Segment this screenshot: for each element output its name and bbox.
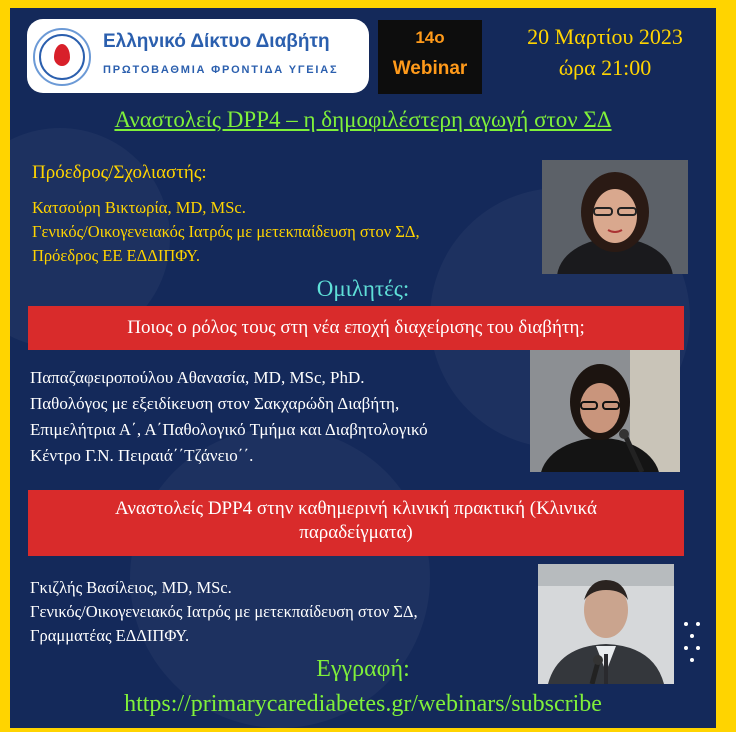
registration-heading: Εγγραφή: <box>316 656 410 682</box>
talk1-speaker-role: Παθολόγος με εξειδίκευση στον Σακχαρώδη Διαβήτη, <box>30 394 400 413</box>
chair-name: Κατσούρη Βικτωρία, MD, MSc. <box>32 198 246 217</box>
logo-subtitle: ΠΡΩΤΟΒΑΘΜΙΑ ΦΡΟΝΤΙΔΑ ΥΓΕΙΑΣ <box>103 64 339 76</box>
talk1-speaker-hospital: Κέντρο Γ.Ν. Πειραιά΄΄Τζάνειο΄΄. <box>30 446 254 465</box>
main-title: Αναστολείς DPP4 – η δημοφιλέστερη αγωγή στον ΣΔ <box>114 107 612 132</box>
talk2-speaker-role: Γενικός/Οικογενειακός Ιατρός με μετεκπαίδευση στον ΣΔ, <box>30 602 418 621</box>
talk2-speaker-position: Γραμματέας ΕΔΔΙΠΦΥ. <box>30 626 190 645</box>
webinar-badge <box>378 20 482 94</box>
webinar-label: Webinar <box>392 58 468 79</box>
speakers-heading: Ομιλητές: <box>316 276 410 301</box>
chair-photo <box>542 160 688 274</box>
talk1-speaker-name: Παπαζαφειροπούλου Αθανασία, MD, MSc, PhD. <box>30 368 365 387</box>
talk2-speaker-name: Γκιζλής Βασίλειος, MD, MSc. <box>30 578 232 597</box>
talk1-speaker-photo <box>530 350 680 472</box>
talk2-title-band <box>28 490 684 556</box>
webinar-number: 14ο <box>415 28 445 47</box>
logo <box>27 19 369 93</box>
talk2-title-line2: παραδείγματα) <box>299 522 413 543</box>
registration-link[interactable]: https://primarycarediabetes.gr/webinars/subscribe <box>124 691 602 717</box>
logo-seal-icon <box>33 28 91 86</box>
talk2-title-line1: Αναστολείς DPP4 στην καθημερινή κλινική πρακτική (Κλινικά <box>115 498 597 519</box>
chair-role: Γενικός/Οικογενειακός Ιατρός με μετεκπαίδευση στον ΣΔ, <box>32 222 420 241</box>
poster <box>10 8 716 728</box>
side-bar <box>716 0 736 732</box>
talk1-title-band <box>28 306 684 350</box>
talk1-title: Ποιος ο ρόλος τους στη νέα εποχή διαχείρισης του διαβήτη; <box>127 317 585 338</box>
event-date: 20 Μαρτίου 2023 <box>527 24 683 49</box>
chair-position: Πρόεδρος ΕΕ ΕΔΔΙΠΦΥ. <box>32 246 201 265</box>
blood-drop-icon <box>54 44 70 66</box>
chair-heading: Πρόεδρος/Σχολιαστής: <box>32 162 207 183</box>
logo-title: Ελληνικό Δίκτυο Διαβήτη <box>103 31 330 52</box>
talk1-speaker-position: Επιμελήτρια Α΄, Α΄Παθολογικό Τμήμα και Διαβητολογικό <box>30 420 428 439</box>
event-time: ώρα 21:00 <box>558 55 652 80</box>
